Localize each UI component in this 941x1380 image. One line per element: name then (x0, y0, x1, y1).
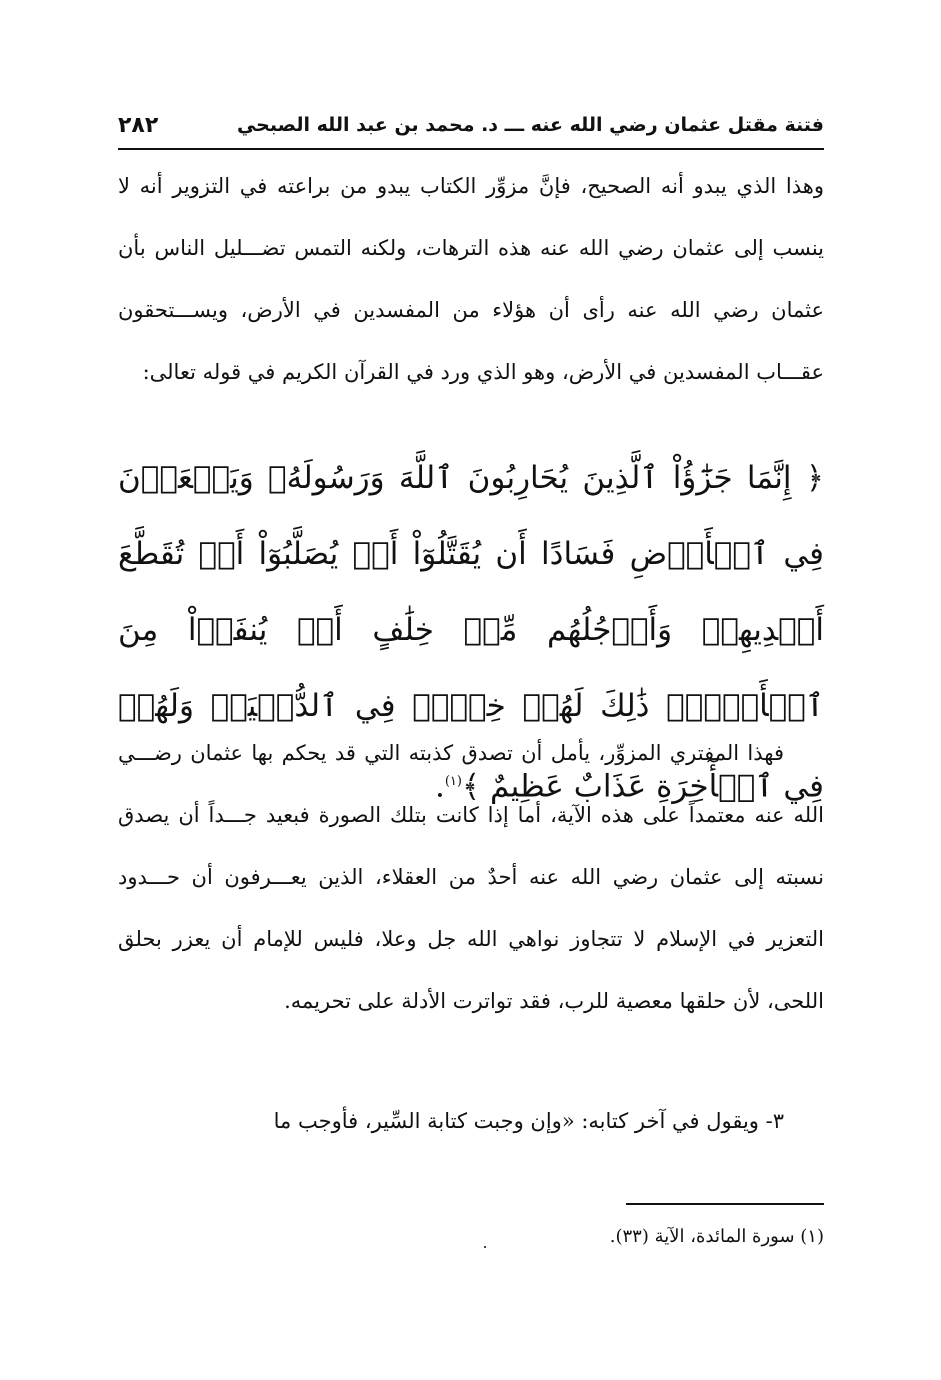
page-number: ٢٨٢ (118, 112, 159, 138)
footnote-separator (626, 1203, 824, 1205)
body-paragraph-block-2 (118, 722, 824, 1032)
body-paragraph-block-1 (118, 155, 824, 403)
paragraph-commentary: فهذا المفتري المزوِّر، يأمل أن تصدق كذبته التي قد يحكم بها عثمان رضـــي الله عنه معتمداً على هذه الآية، أما إذا كانت بتلك الصورة فبعيد جـــداً أن يصدق نسبته إلى عثمان رضي الله عنه أحدٌ من العقلاء، الذين يعـــرفون أن حـــدود التعزير في الإسلام لا تتجاوز نواهي الله جل وعلا، فليس للإمام أن يعزر بحلق اللحى، لأن حلقها معصية للرب، فقد تواترت الأدلة على تحريمه. (118, 741, 824, 1013)
quran-verse-text: ﴿ إِنَّمَا جَزَٰٓؤُاْ ٱلَّذِينَ يُحَارِبُونَ ٱللَّهَ وَرَسُولَهُۥ وَيَسۡعَوۡنَ فِي ٱلۡأَرۡضِ فَسَادًا أَن يُقَتَّلُوٓاْ أَوۡ يُصَلَّبُوٓاْ أَوۡ تُقَطَّعَ أَيۡدِيهِمۡ وَأَرۡجُلُهُم مِّنۡ خِلَٰفٍ أَوۡ يُنفَوۡاْ مِنَ ٱلۡأَرۡضِۚ ذَٰلِكَ لَهُمۡ خِزۡيٞ فِي ٱلدُّنۡيَاۖ وَلَهُمۡ فِي ٱلۡأٓخِرَةِ عَذَابٌ عَظِيمٌ ﴾ (118, 460, 824, 805)
paragraph-point-3: ٣- ويقول في آخر كتابه: «وإن وجبت كتابة السِّير، فأوجب ما (273, 1109, 784, 1133)
footnote: (١) سورة المائدة، الآية (٣٣). (609, 1226, 824, 1247)
body-paragraph-block-3 (118, 1090, 824, 1152)
quran-verse-end: . (434, 768, 445, 805)
header-rule (118, 148, 824, 150)
running-header (118, 108, 824, 142)
footnote-ref: (١) (444, 774, 462, 789)
scan-speck (484, 1246, 486, 1248)
running-title: فتنة مقتل عثمان رضي الله عنه ـــ د. محمد بن عبد الله الصبحي (236, 114, 824, 136)
paragraph-intro: وهذا الذي يبدو أنه الصحيح، فإنَّ مزوِّر الكتاب يبدو من براعته في التزوير أنه لا ينسب إلى عثمان رضي الله عنه هذه الترهات، ولكنه التمس تضـــليل الناس بأن عثمان رضي الله عنه رأى أن هؤلاء من المفسدين في الأرض، ويســـتحقون عقـــاب المفسدين في الأرض، وهو الذي ورد في القرآن الكريم في قوله تعالى: (118, 174, 824, 384)
